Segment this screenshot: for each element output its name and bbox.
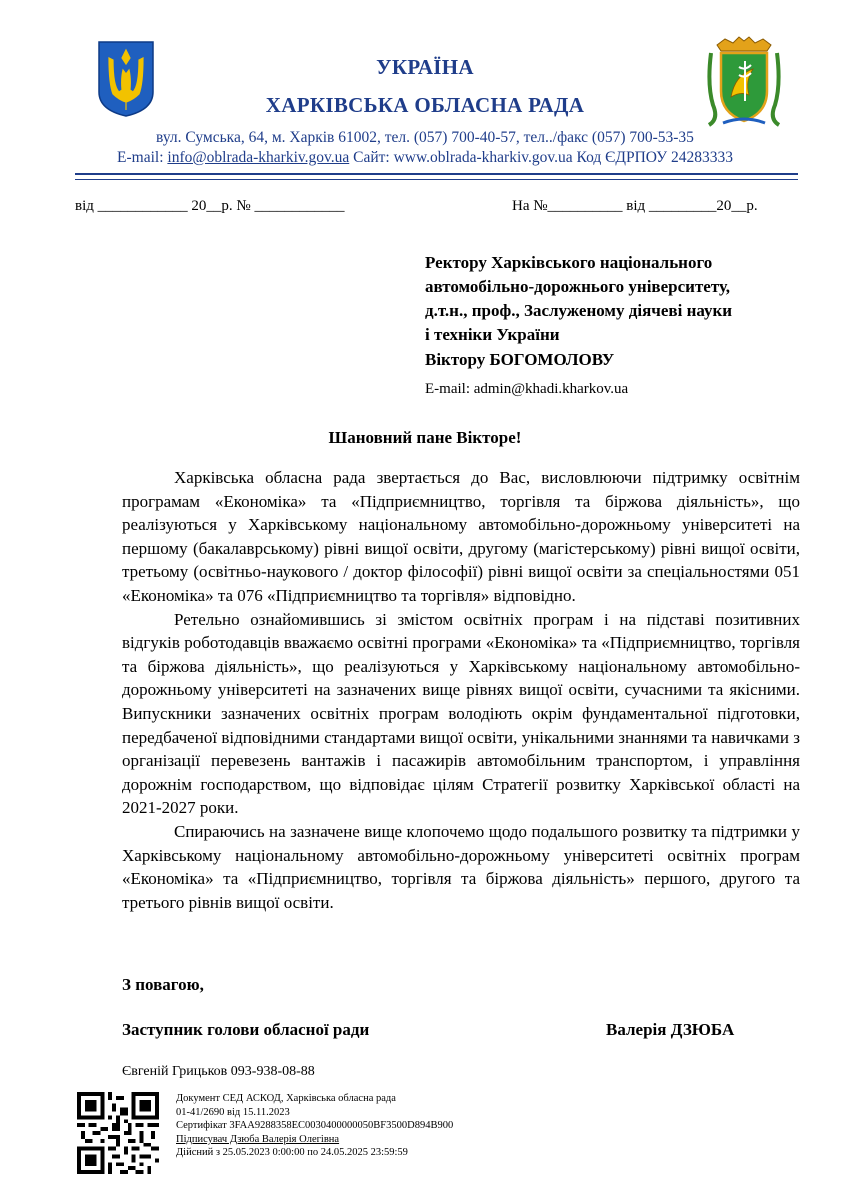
addressee-name: Віктору БОГОМОЛОВУ [425, 350, 615, 369]
signer-position: Заступник голови обласної ради [122, 1020, 370, 1039]
signer-name: Валерія ДЗЮБА [606, 1020, 735, 1039]
edrpou-code: Код ЄДРПОУ 24283333 [576, 149, 733, 166]
electronic-signature-stamp [176, 1092, 453, 1160]
header-divider [75, 173, 798, 175]
header-country: УКРАЇНА [376, 55, 474, 79]
site-label: Сайт: www.oblrada-kharkiv.gov.ua [353, 149, 573, 166]
closing: З повагою, [122, 975, 204, 994]
incoming-reference: На №__________ від _________20__р. [512, 198, 758, 214]
stamp-line: Дійсний з 25.05.2023 0:00:00 по 24.05.2025 23:59:59 [176, 1147, 408, 1159]
addressee-line: і техніки України [425, 325, 560, 344]
executor: Євгеній Грицьков 093-938-08-88 [122, 1064, 315, 1079]
addressee-line: автомобільно-дорожнього університету, [425, 277, 731, 296]
stamp-line: Документ СЕД АСКОД, Харківська обласна рада [176, 1093, 396, 1104]
outgoing-reference: від ____________ 20__р. № ____________ [75, 198, 345, 214]
header-divider-thin [75, 179, 798, 180]
body-paragraph: Харківська обласна рада звертається до Вас, висловлюючи підтримку освітнім програмам «Економіка» та «Підприємництво, торгівля та біржова діяльність», що реалізуються у Харківському національному автомобільно-дорожньому університеті на першому (бакалаврському) рівні вищої освіти, другому (магістерському) рівні вищої освіти, третьому (освітньо-наукового / доктор філософії) рівні вищої освіти за спеціальностями 051 «Економіка» та 076 «Підприємництво та торгівля» відповідно. [122, 468, 800, 605]
header-council-name: ХАРКІВСЬКА ОБЛАСНА РАДА [265, 93, 585, 117]
header-address: вул. Сумська, 64, м. Харків 61002, тел. (057) 700-40-57, тел../факс (057) 700-53-35 [156, 129, 694, 146]
body-paragraph: Спираючись на зазначене вище клопочемо щодо подальшого розвитку та підтримки у Харківському національному автомобільно-дорожньому університеті освітніх програм «Економіка» та «Підприємництво, торгівля та біржова діяльність» першого, другого та третього рівнів вищої освіти. [122, 821, 800, 912]
stamp-line: Підписувач Дзюба Валерія Олегівна [176, 1133, 340, 1145]
addressee-email: E-mail: admin@khadi.kharkov.ua [425, 381, 629, 397]
addressee-line: д.т.н., проф., Заслуженому діячеві науки [425, 301, 733, 320]
salutation: Шановний пане Вікторе! [328, 428, 522, 447]
stamp-line: 01-41/2690 від 15.11.2023 [176, 1106, 290, 1118]
qr-code-icon [77, 1092, 159, 1174]
stamp-line: Сертифікат 3FAA9288358EC0030400000050BF3500D894B900 [176, 1120, 454, 1132]
header-email-link[interactable]: info@oblrada-kharkiv.gov.ua [167, 149, 350, 166]
body-paragraph: Ретельно ознайомившись зі змістом освітніх програм і на підставі позитивних відгуків роботодавців вважаємо освітні програми «Економіка» та «Підприємництво, торгівля та біржова діяльність», що реалізуються у Харківському національному автомобільно-дорожньому університеті на зазначених вище рівнях вищої освіти, сучасними та якісними. Випускники зазначених освітніх програм володіють окрім фундаментальної підготовки, передбаченої відповідними стандартами вищої освіти, унікальними знаннями та навичками з організації перевезень вантажів і пасажирів автомобільним транспортом, і управління дорожнім господарством, що відповідає цілям Стратегії розвитку Харківської області на 2021-2027 роки. [122, 609, 800, 818]
addressee-block [425, 251, 805, 347]
email-label: E-mail: [117, 149, 164, 166]
header-contacts [0, 149, 850, 167]
letter-body [122, 466, 800, 914]
addressee-line: Ректору Харківського національного [425, 253, 713, 272]
